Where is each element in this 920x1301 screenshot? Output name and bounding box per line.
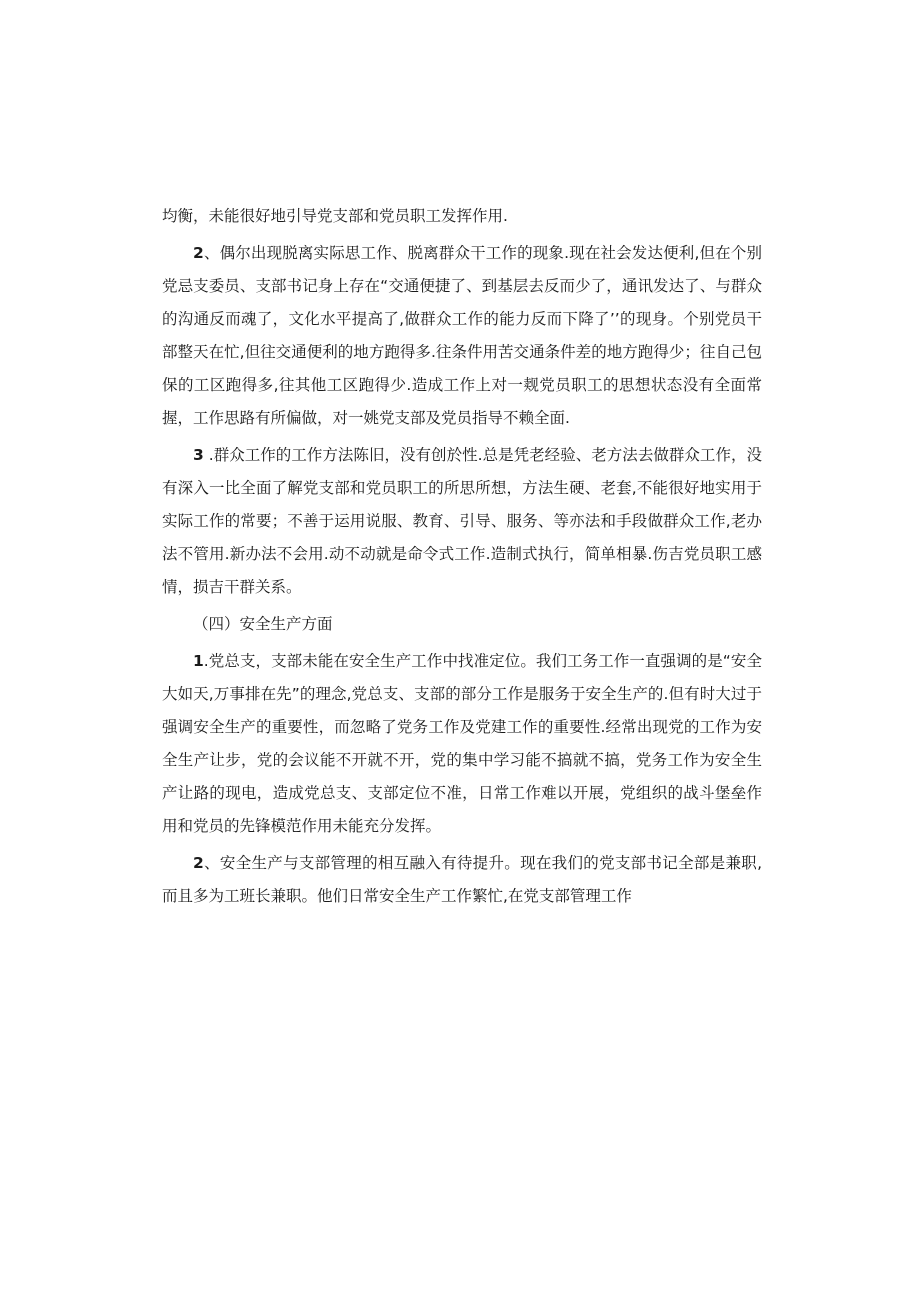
- paragraph-number: 3: [193, 446, 204, 464]
- paragraph-text: 、偶尔出现脱离实际思工作、脱离群众干工作的现象.现在社会发达便利,但在个别党忌支委员、支部书记身上存在“交通便捷了、到基层去反而少了，通讯发达了、与群众的沟通反而魂了，文化水平提高了,做群众工作的能力反而下降了’’的现身。个别党员干部整天在忙,但往交通便利的地方跑得多.往条件用苦交通条件差的地方跑得少；往自己包保的工区跑得多,往其他工区跑得少.造成工作上对一觌党员职工的思想状态没有全面常握，工作思路有所偏做，对一姚党支部及党员指导不赖全面.: [162, 244, 762, 427]
- paragraph-text: 、安全生产与支部管理的相互融入有待提升。现在我们的党支部书记全部是兼职,而且多为工班长兼职。他们日常安全生产工作繁忙,在党支部管理工作: [162, 854, 762, 905]
- paragraph-item-3: [162, 439, 762, 604]
- section-heading: [162, 608, 762, 641]
- paragraph-text: .群众工作的工作方法陈旧，没有创於性.总是凭老经验、老方法去做群众工作，没有深入一比全面了解党支部和党员职工的所思所想，方法生硬、老套,不能很好地实用于实际工作的常要；不善于运用说服、教育、引导、服务、等亦法和手段做群众工作,老办法不管用.新办法不会用.动不动就是命令式工作.造制式执行，简单相暴.伤吉党员职工感情，损吉干群关系。: [162, 446, 762, 596]
- paragraph-item-2: [162, 237, 762, 435]
- document-page: [162, 200, 762, 913]
- paragraph-number: 1: [193, 652, 204, 670]
- paragraph-continuation: [162, 200, 762, 233]
- paragraph-text: 均衡，未能很好地引导党支部和党员职工发挥作用.: [162, 207, 508, 225]
- paragraph-text: .党总支，支部未能在安全生产工作中找准定位。我们工务工作一直强调的是“安全大如天,万事排在先”的理念,党总支、支部的部分工作是服务于安全生产的.但有时大过于强调安全生产的重要性，而忽略了党务工作及党建工作的重要性.经常出现党的工作为安全生产让步，党的会议能不开就不开，党的集中学习能不搞就不搞，党务工作为安全生产让路的现电，造成党总支、支部定位不准，日常工作难以开展，党组织的战斗堡垒作用和党员的先锋模范作用未能充分发挥。: [162, 652, 762, 835]
- paragraph-item-2b: [162, 847, 762, 913]
- paragraph-number: 2: [193, 244, 204, 262]
- paragraph-number: 2: [193, 854, 204, 872]
- section-heading-text: （四）安全生产方面: [193, 615, 333, 633]
- paragraph-item-1: [162, 645, 762, 843]
